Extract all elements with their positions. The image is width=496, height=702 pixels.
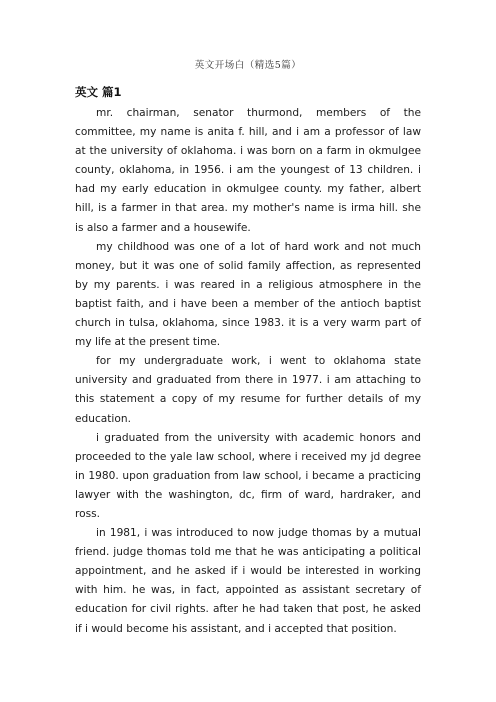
- document-title: 英文开场白（精选5篇）: [194, 60, 302, 71]
- paragraph: mr. chairman, senator thurmond, members of the committee, my name is anita f. hill, and i am a professor of law at the university of oklahoma. i was born on a farm in okmulgee county, oklahoma, in 1956. i am the youngest of 13 children. i had my early education in okmulgee county. my father, albert hill, is a farmer in that area. my mother's name is irma hill. she is also a farmer and a housewife.: [75, 107, 421, 234]
- paragraph: in 1981, i was introduced to now judge thomas by a mutual friend. judge thomas told me that he was anticipating a political appointment, and he asked if i would be interested in working with him. he was, in fact, appointed as assistant secretary of education for civil rights. after he had taken that post, he asked if i would become his assistant, and i accepted that position.: [75, 527, 421, 635]
- paragraph: i graduated from the university with academic honors and proceeded to the yale law school, where i received my jd degree in 1980. upon graduation from law school, i became a practicing lawyer with the washington, dc, firm of ward, hardraker, and ross.: [75, 431, 421, 520]
- paragraph: my childhood was one of a lot of hard work and not much money, but it was one of solid family affection, as represented by my parents. i was reared in a religious atmosphere in the baptist faith, and i have been a member of the antioch baptist church in tulsa, oklahoma, since 1983. it is a very warm part of my life at the present time.: [75, 240, 421, 349]
- body-text: [75, 104, 421, 639]
- paragraph: for my undergraduate work, i went to oklahoma state university and graduated from there in 1977. i am attaching to this statement a copy of my resume for further details of my education.: [75, 355, 421, 425]
- section-heading: 英文 篇1: [75, 85, 122, 99]
